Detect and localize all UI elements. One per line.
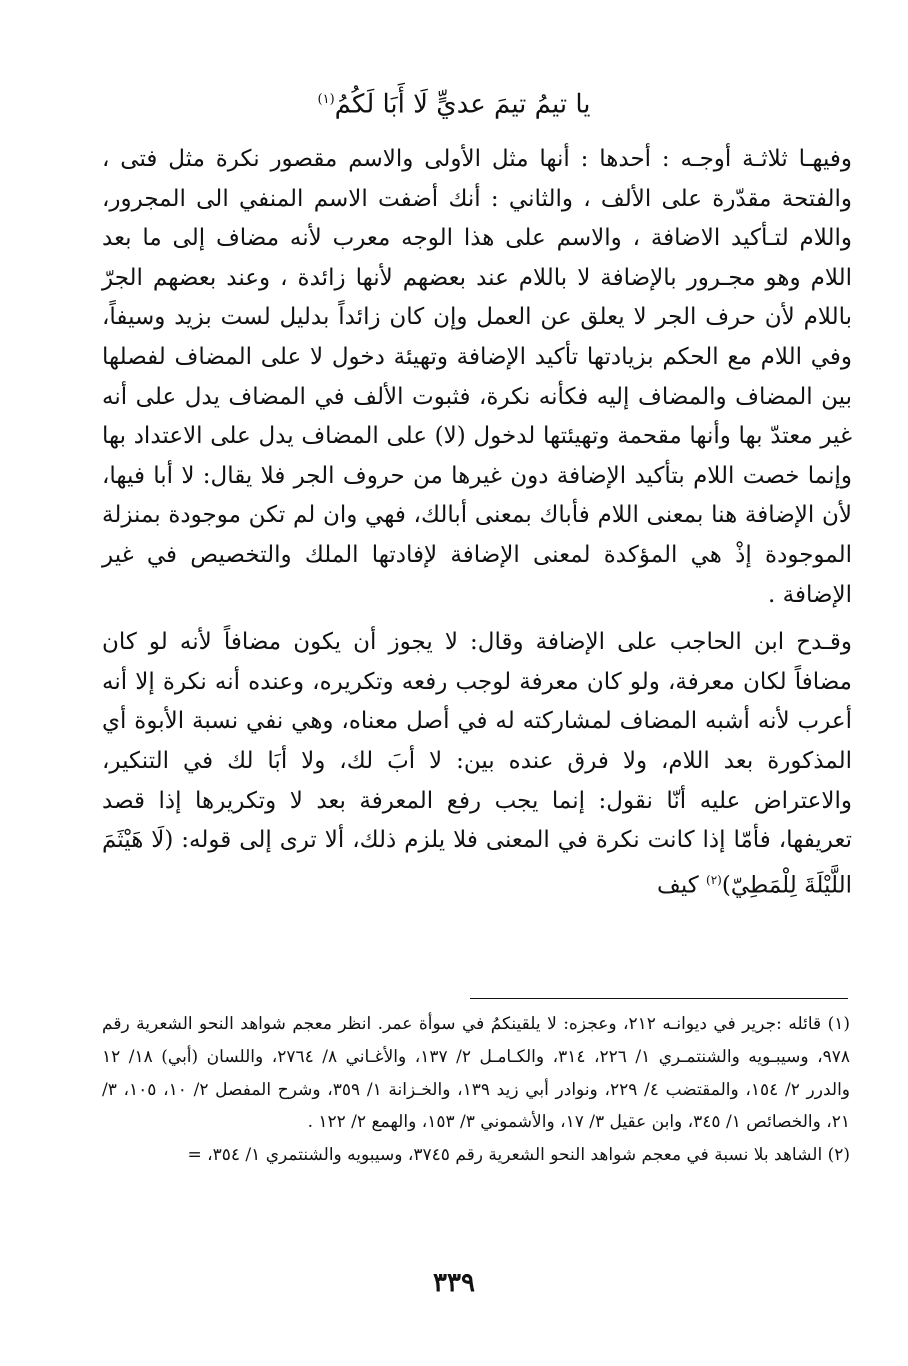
verse-text: يا تيمُ تيمَ عديٍّ لَا أَبَا لَكُمُ: [334, 89, 591, 120]
footnote-1: (١) قائله :جرير في ديوانـه ٢١٢، وعجزه: لا يلقينكمُ في سوأة عمر. انظر معجم شواهد النحو الشعرية رقم ٩٧٨، وسيبـويه والشنتمـري ١/ ٢٢٦، ٣١٤، والكـامـل ٢/ ١٣٧، والأغـاني ٨/ ٢٧٦٤، واللسان (أبي) ١٨/ ١٢ والدرر ٢/ ١٥٤، والمقتضب ٤/ ٢٢٩، ونوادر أبي زيد ١٣٩، والخـزانة ١/ ٣٥٩، وشرح المفصل ٢/ ١٠، ١٠٥، ٣/ ٢١، والخصائص ١/ ٣٤٥، وابن عقيل ٣/ ١٧، والأشموني ٣/ ١٥٣، والهمع ٢/ ١٢٢ .: [102, 1014, 850, 1133]
footnotes: [102, 1008, 850, 1172]
paragraph-2: [102, 623, 852, 906]
paragraph-2-continuation: كيف: [657, 872, 707, 899]
paragraph-2-footnote-marker: (٢): [706, 872, 722, 887]
paragraph-1: وفيهـا ثلاثـة أوجـه : أحدها : أنها مثل الأولى والاسم مقصور نكرة مثل فتى ، والفتحة مقدّرة على الألف ، والثاني : أنك أضفت الاسم المنفي الى المجرور، واللام لتـأكيد الاضافة ، والاسم على هذا الوجه معرب لأنه مضاف إلى ما بعد اللام وهو مجـرور بالإضافة لا باللام عند بعضهم لأنها زائدة ، وعند بعضهم الجرّ باللام لأن حرف الجر لا يعلق عن العمل وإن كان زائداً بدليل لست بزيد وسيفاً، وفي اللام مع الحكم بزيادتها تأكيد الإضافة وتهيئة دخول لا على المضاف لفصلها بين المضاف والمضاف إليه فكأنه نكرة، فثبوت الألف في المضاف يدل على أنه غير معتدّ بها وأنها مقحمة وتهيئتها لدخول (لا) على المضاف يدل على الاعتداد بها وإنما خصت اللام بتأكيد الإضافة دون غيرها من حروف الجر فلا يقال: لا أبا فيها، لأن الإضافة هنا بمعنى اللام فأباك بمعنى أبالك، فهي وان لم تكن موجودة بمنزلة الموجودة إذْ هي المؤكدة لمعنى الإضافة لإفادتها الملك والتخصيص في غير الإضافة .: [102, 146, 852, 608]
footnote-2: (٢) الشاهد بلا نسبة في معجم شواهد النحو الشعرية رقم ٣٧٤٥، وسيبويه والشنتمري ١/ ٣٥٤، =: [187, 1145, 850, 1166]
verse-footnote-marker: (١): [317, 92, 335, 107]
footnote-separator: [470, 998, 848, 999]
main-text: [102, 140, 852, 906]
paragraph-2-text: وقـدح ابن الحاجب على الإضافة وقال: لا يجوز أن يكون مضافاً لأنه لو كان مضافاً لكان معرفة، ولو كان معرفة لوجب رفعه وتكريره، وعنده أنه نكرة إلا أنه أعرب لأنه أشبه المضاف لمشاركته له في أصل معناه، وهي نفي نسبة الأبوة أي المذكورة بعد اللام، ولا فرق عنده بين: لا أبَ لك، ولا أبَا لك في التنكير، والاعتراض عليه أنّا نقول: إنما يجب رفع المعرفة بعد لا وتكريرها إذا قصد تعريفها، فأمّا إذا كانت نكرة في المعنى فلا يلزم ذلك، ألا ترى إلى قوله: (لَا هَيْثَمَ اللَّيْلَةَ لِلْمَطِيّ): [102, 629, 852, 899]
verse-line: [120, 80, 788, 125]
page-number: ٣٣٩: [433, 1268, 475, 1298]
